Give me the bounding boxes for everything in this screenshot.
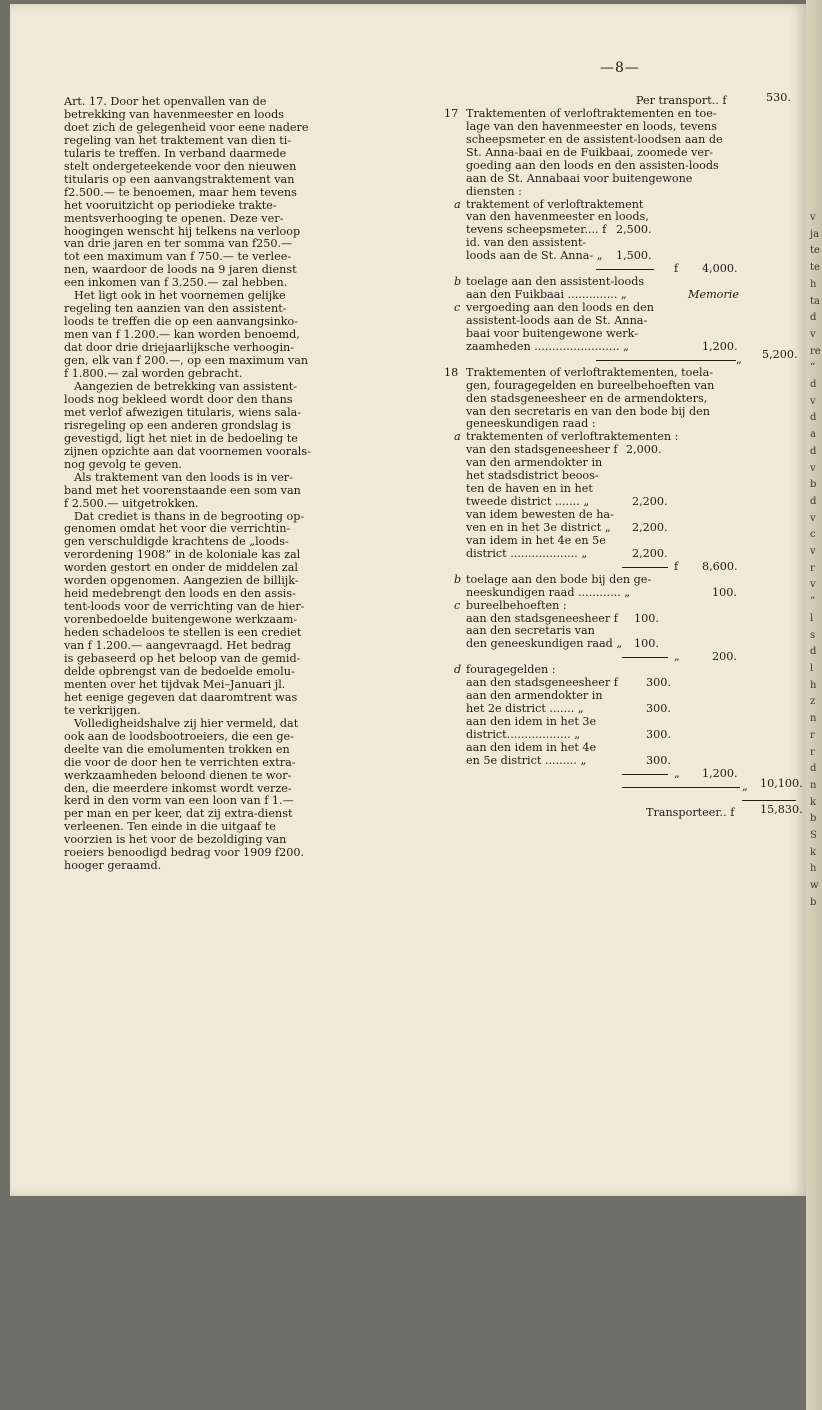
item-17c-line: assistent-loods aan de St. Anna- [466,313,648,327]
item-18a-line: traktementen of verloftraktementen : [466,430,679,444]
article-text-line: stelt ondergeteekende voor den nieuwen [64,159,297,173]
edge-letter: v [810,462,816,474]
item-17-title-line: goeding aan den loods en den assisten-loods [466,158,719,172]
edge-letter: d [810,763,817,775]
article-text-line: regeling ten aanzien van den assistent- [64,302,287,316]
item-17-number: 17 [444,106,459,120]
transporteer-label: Transporteer.. f [646,805,735,819]
article-text-line: per man en per keer, dat zij extra-dienst [64,807,293,821]
edge-letter: v [810,328,816,340]
article-text-line: loods te treffen die op een aanvangsinko- [64,315,299,329]
article-text-line: worden opgenomen. Aangezien de billijk- [64,574,299,588]
article-text-line: hooger geraamd. [64,859,162,873]
transporteer-amount: 15,830. [760,802,803,816]
edge-letter: s [810,629,816,641]
article-text-line: Het ligt ook in het voornemen gelijke [74,289,286,303]
article-text-line: heden schadeloos te stellen is een crediet [64,626,302,640]
item-18a-line: ten de haven en in het [466,482,593,496]
sub-letter-b: b [454,275,462,289]
item-18b-line: toelage aan den bode bij den ge- [466,572,652,586]
item-17a-amount-2: 1,500. [616,249,652,263]
article-text-line: menten over het tijdvak Mei–Januari jl. [64,677,286,691]
page-number: —8— [600,60,640,76]
quote-mark: „ [742,779,748,793]
per-transport-label: Per transport.. f [636,94,727,107]
item-18a-line: het stadsdistrict beoos- [466,469,599,483]
item-17b-line: toelage aan den assistent-loods [466,275,645,289]
subtotal-rule [622,567,668,568]
item-18d-line: aan den idem in het 4e [466,740,597,754]
edge-letter: v [810,512,816,524]
item-18-title-line: Traktementen of verloftraktementen, toela- [466,365,714,379]
article-text-line: verordening 1908” in de koloniale kas zal [64,548,301,562]
edge-letter: v [810,212,816,223]
edge-letter: “ [810,362,816,374]
sub-letter-d: d [454,663,462,677]
per-transport-amount: 530. [766,91,791,104]
currency-f: f [674,262,679,276]
article-text-line: Als traktement van den loods is in ver- [74,470,293,484]
article-text-line: voorzien is het voor de bezoldiging van [64,833,287,847]
item-17c-line: baai voor buitengewone werk- [466,326,638,340]
article-text-line: werkzaamheden beloond dienen te wor- [64,768,292,782]
item-18-title-line: van den secretaris en van den bode bij den [466,404,710,418]
article-text-line: Aangezien de betrekking van assistent- [74,379,298,393]
article-text-line: doet zich de gelegenheid voor eene nadere [64,120,309,134]
adjacent-page-edge [806,0,822,1410]
item-17-total: 5,200. [762,347,798,361]
article-text-line: regeling van het traktement van dien ti- [64,133,292,147]
item-18a-amount-2: 2,200. [632,495,668,509]
item-18a-line: van idem bewesten de ha- [466,508,614,521]
item-18a-amount-1: 2,000. [626,443,662,457]
item-18d-amount-1: 300. [646,676,671,690]
budget-table [444,91,803,820]
item-18d-line: fouragegelden : [466,663,556,677]
item-18d-line: district.................. „ [466,727,581,741]
edge-letter: z [810,696,816,708]
item-17-title-line: lage van den havenmeester en loods, tevens [466,119,717,133]
article-text-line: gen verschuldigde krachtens de „loods- [64,535,289,549]
item-18a-amount-4: 2,200. [632,546,668,560]
item-18a-line: van den armendokter in [466,456,603,470]
item-17c-line: zaamheden ........................ „ [466,339,629,353]
item-17a-total: 4,000. [702,262,738,276]
item-17a-line: van den havenmeester en loods, [466,210,649,224]
article-text-line: f2.500.— te benoemen, maar hem tevens [64,185,297,199]
edge-letter: n [810,779,817,791]
item-18c-line: bureelbehoeften : [466,598,567,612]
edge-letter: v [810,579,816,591]
article-text-line: tot een maximum van f 750.— te verlee- [64,250,292,264]
item-17c-line: vergoeding aan den loods en den [466,301,654,314]
item-18a-line: van den stadsgeneesheer f [466,443,618,457]
edge-letter: l [810,662,814,674]
item-17a-line: loods aan de St. Anna- „ [466,249,603,263]
edge-letter: d [810,379,817,391]
edge-letter: r [810,562,815,574]
edge-letter: r [810,729,815,741]
article-text-line: f 2.500.— uitgetrokken. [64,496,199,510]
item-18d-amount-3: 300. [646,727,671,741]
edge-letter: b [810,813,817,825]
item-17a-line: id. van den assistent- [466,236,587,250]
item-18d-line: het 2e district ....... „ [466,702,584,716]
article-text-line: hoogingen wenscht hij telkens na verloop [64,224,301,238]
item-17a-line: tevens scheepsmeter.... f [466,223,607,237]
edge-letter: S [810,830,817,842]
article-text-line: verleenen. Ten einde in die uitgaaf te [64,820,276,834]
article-text-line: is gebaseerd op het beloop van de gemid- [64,651,301,665]
item-17-title-line: Traktementen of verloftraktementen en toe- [466,106,717,120]
item-18a-line: ven en in het 3e district „ [466,520,611,534]
currency-f: f [674,559,679,573]
edge-letter: v [810,546,816,558]
edge-letter: c [810,529,816,541]
item-18c-amount-1: 100. [634,611,659,625]
article-text-line: ook aan de loodsbootroeiers, die een ge- [64,729,294,743]
article-text-line: gen, elk van f 200.—, op een maximum van [64,354,309,368]
article-text-line: titularis op een aanvangstraktement van [64,172,295,186]
article-text-line: met verlof afwezigen titularis, wiens sala- [64,405,302,419]
item-17c-amount: 1,200. [702,339,738,353]
subtotal-rule [596,269,654,270]
sub-letter-b: b [454,572,462,586]
article-text-line: te verkrijgen. [64,703,141,717]
article-text-line: roeiers benoodigd bedrag voor 1909 f200. [64,846,305,860]
article-text-line: worden gestort en onder de middelen zal [64,561,298,575]
edge-letter: h [810,863,817,875]
sub-letter-c: c [454,301,461,314]
article-text-line: mentsverhooging te openen. Deze ver- [64,211,284,225]
article-text-line: delde opbrengst van de bedoelde emolu- [64,664,295,678]
edge-letter: k [810,796,817,808]
subtotal-rule [622,774,668,775]
article-text-line: van f 1.200.— aangevraagd. Het bedrag [64,639,292,653]
item-18d-line: en 5e district ......... „ [466,753,587,767]
article-text-line: heid medebrengt den loods en den assis- [64,587,296,601]
article-text-line: Dat crediet is thans in de begrooting op- [74,509,305,523]
quote-mark: „ [674,650,680,664]
item-18d-total: 1,200. [702,766,738,780]
item-18-title-line: gen, fouragegelden en bureelbehoeften van [466,378,715,392]
edge-letter: n [810,713,817,725]
item-18-total: 10,100. [760,776,803,790]
article-text-line: vorenbedoelde buitengewone werkzaam- [64,613,298,627]
item-18a-line: van idem in het 4e en 5e [466,533,606,547]
article-text-line: Volledigheidshalve zij hier vermeld, dat [74,716,299,730]
item-18a-total: 8,600. [702,559,738,573]
edge-letter: l [810,612,814,624]
edge-letter: te [810,262,820,274]
article-text-line: deelte van die emolumenten trokken en [64,742,290,756]
sub-letter-a: a [454,197,461,211]
item-17b-amount: Memorie [688,288,739,302]
item-18a-line: district ................... „ [466,546,588,560]
item-18c-total: 200. [712,650,737,664]
item-17-title-line: St. Anna-baai en de Fuikbaai, zoomede ver- [466,145,714,159]
article-text-line: tent-loods voor de verrichting van de hier- [64,600,305,614]
article-text-line: risregeling op een anderen grondslag is [64,418,291,432]
item-18-number: 18 [444,365,459,379]
edge-letter: h [810,278,817,290]
item-18d-amount-2: 300. [646,702,671,716]
article-text-line: gevestigd, ligt het niet in de bedoeling te [64,431,298,445]
edge-letter: a [810,429,816,441]
sub-letter-a: a [454,430,461,444]
article-text-line: men van f 1.200.— kan worden benoemd, [64,328,300,342]
edge-letter: ja [810,228,820,240]
article-text-line: loods nog bekleed wordt door den thans [64,392,293,406]
article-text-line: band met het voorenstaande een som van [64,483,301,497]
edge-letter: ” [810,596,816,608]
edge-letter: d [810,412,817,424]
item-18c-line: aan den secretaris van [466,624,595,638]
total-rule [596,360,736,361]
item-18c-line: den geneeskundigen raad „ [466,637,623,651]
edge-letter: v [810,395,816,407]
article-text-line: zijnen opzichte aan dat voornemen voorals- [64,444,311,458]
item-18b-amount: 100. [712,585,737,599]
sub-letter-c: c [454,598,461,612]
edge-letter: r [810,746,815,758]
article-text-line: Art. 17. Door het openvallen van de [64,95,267,108]
item-18c-amount-2: 100. [634,637,659,651]
article-text-line: het eenige gegeven dat daaromtrent was [64,690,298,704]
article-text-line: nen, waardoor de loods na 9 jaren dienst [64,263,297,277]
article-text-line: genomen omdat het voor die verrichtin- [64,522,291,536]
edge-letter: te [810,245,820,257]
left-column-article-text [64,96,314,873]
article-text-line: dat door drie driejaarlijksche verhoogin- [64,341,295,355]
article-text-line: kerd in den vorm van een loon van f 1.— [64,794,294,808]
edge-letter: d [810,312,817,324]
edge-letter: b [810,896,817,908]
item-17-title-line: scheepsmeter en de assistent-loodsen aan de [466,132,723,146]
article-text-line: f 1.800.— zal worden gebracht. [64,367,243,381]
item-17a-line: traktement of verloftraktement [466,197,644,211]
article-text-line: den, die meerdere inkomst wordt verze- [64,781,292,795]
article-text-line: die voor de door hen te verrichten extra- [64,755,296,769]
edge-letter: d [810,445,817,457]
edge-letter: k [810,846,817,858]
item-18-title-line: den stadsgeneesheer en de armendokters, [466,391,708,405]
item-18a-amount-3: 2,200. [632,520,668,534]
item-17a-amount-1: 2,500. [616,223,652,237]
edge-letter: w [810,880,819,892]
item-17-title-line: diensten : [466,184,522,198]
item-18d-amount-4: 300. [646,753,671,767]
article-text-line: tularis te treffen. In verband daarmede [64,146,287,160]
article-text-line: van drie jaren en ter somma van f250.— [64,237,293,251]
edge-letter: d [810,495,817,507]
article-text-line: betrekking van havenmeester en loods [64,107,285,121]
quote-mark: „ [674,766,680,780]
total-rule [622,787,740,788]
item-18a-line: tweede district ....... „ [466,495,590,509]
item-18d-line: aan den armendokter in [466,689,603,703]
subtotal-rule [622,657,668,658]
edge-letter: d [810,646,817,658]
edge-letter: ta [810,295,820,307]
item-18d-line: aan den stadsgeneesheer f [466,676,618,690]
article-text-line: nog gevolg te geven. [64,457,182,471]
item-17b-line: aan den Fuikbaai .............. „ [466,288,627,302]
article-text-line: een inkomen van f 3.250.— zal hebben. [64,276,288,290]
item-18c-line: aan den stadsgeneesheer f [466,611,618,625]
item-18b-line: neeskundigen raad ............ „ [466,585,631,599]
edge-letter: b [810,479,817,491]
quote-mark: „ [736,352,742,366]
item-18-title-line: geneeskundigen raad : [466,417,596,431]
item-17-title-line: aan de St. Annabaai voor buitengewone [466,171,693,185]
article-text-line: het vooruitzicht op periodieke trakte- [64,198,277,212]
edge-letter: re [810,345,821,357]
item-18d-line: aan den idem in het 3e [466,715,597,728]
edge-letter: h [810,679,817,691]
total-rule [742,800,796,801]
